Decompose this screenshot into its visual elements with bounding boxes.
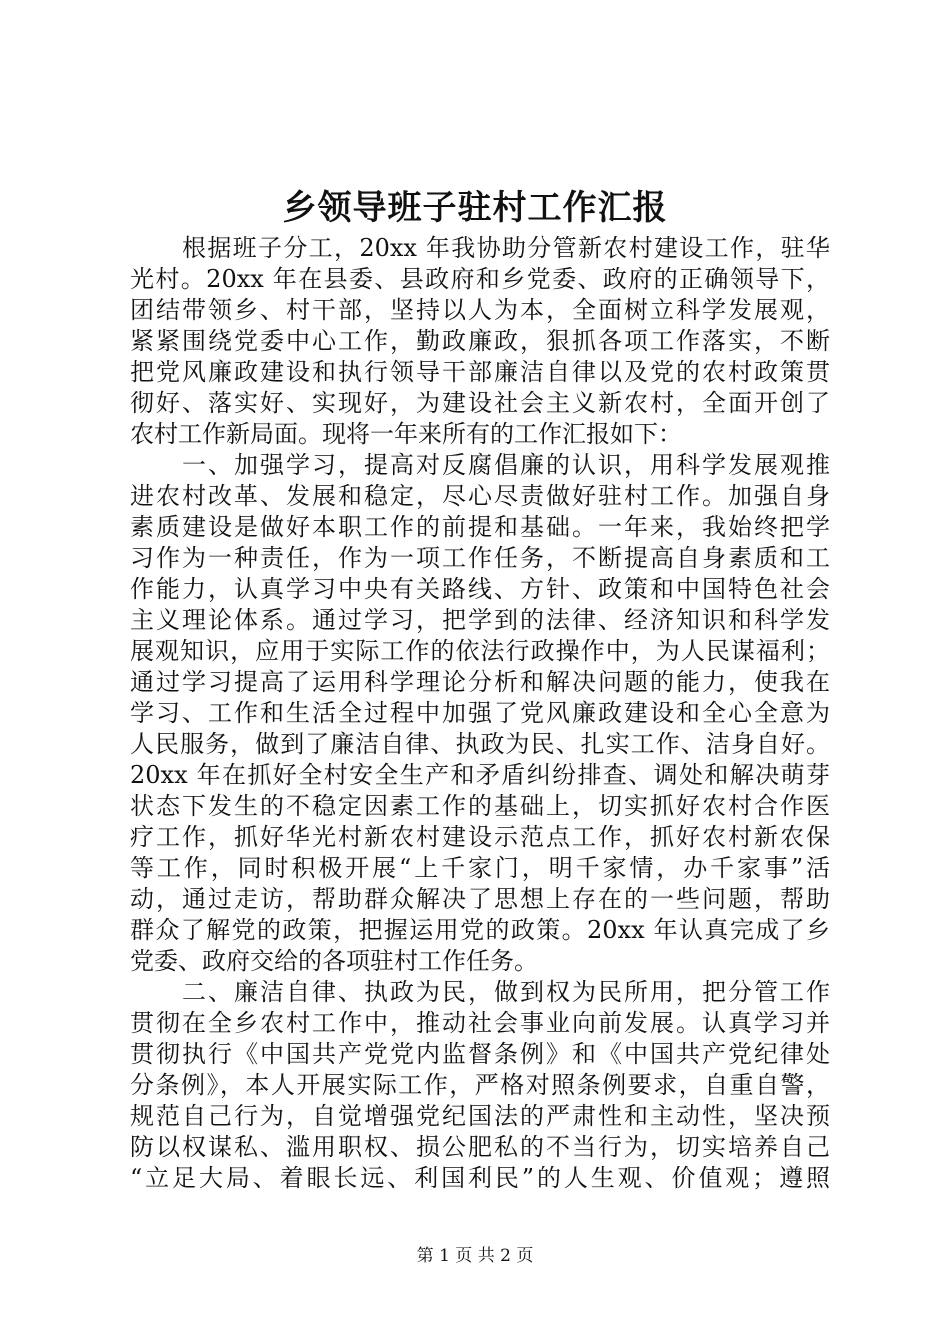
text-line: 分条例》，本人开展实际工作，严格对照条例要求，自重自警， — [130, 1071, 830, 1099]
text-line: 团结带领乡、村干部，坚持以人为本，全面树立科学发展观， — [130, 296, 830, 324]
text-line: 群众了解党的政策，把握运用党的政策。20xx 年认真完成了乡 — [130, 916, 830, 944]
text-line: 农村工作新局面。现将一年来所有的工作汇报如下： — [130, 420, 682, 448]
text-line: 把党风廉政建设和执行领导干部廉洁自律以及党的农村政策贯 — [130, 358, 830, 386]
text-line: 规范自己行为，自觉增强党纪国法的严肃性和主动性，坚决预 — [130, 1102, 830, 1130]
text-line: 根据班子分工，20xx 年我协助分管新农村建设工作，驻华 — [182, 234, 830, 262]
text-line: 二、廉洁自律、执政为民，做到权为民所用，把分管工作 — [182, 978, 830, 1006]
text-line: 进农村改革、发展和稳定，尽心尽责做好驻村工作。加强自身 — [130, 482, 830, 510]
text-line: 党委、政府交给的各项驻村工作任务。 — [130, 947, 538, 975]
text-line: 一、加强学习，提高对反腐倡廉的认识，用科学发展观推 — [182, 451, 830, 479]
text-line: 主义理论体系。通过学习，把学到的法律、经济知识和科学发 — [130, 606, 830, 634]
text-line: “立足大局、着眼长远、利国利民”的人生观、价值观；遵照 — [130, 1164, 830, 1192]
text-line: 疗工作，抓好华光村新农村建设示范点工作，抓好农村新农保 — [130, 823, 830, 851]
page-number-footer: 第 1 页 共 2 页 — [416, 1246, 534, 1266]
text-line: 学习、工作和生活全过程中加强了党风廉政建设和全心全意为 — [130, 699, 830, 727]
text-line: 人民服务，做到了廉洁自律、执政为民、扎实工作、洁身自好。 — [130, 730, 830, 758]
text-line: 作能力，认真学习中央有关路线、方针、政策和中国特色社会 — [130, 575, 830, 603]
document-body — [130, 233, 830, 1194]
text-line: 紧紧围绕党委中心工作，勤政廉政，狠抓各项工作落实，不断 — [130, 327, 830, 355]
text-line: 素质建设是做好本职工作的前提和基础。一年来，我始终把学 — [130, 513, 830, 541]
text-line: 防以权谋私、滥用职权、损公肥私的不当行为，切实培养自己 — [130, 1133, 830, 1161]
paragraph — [130, 233, 830, 450]
paragraph — [130, 450, 830, 977]
text-line: 贯彻在全乡农村工作中，推动社会事业向前发展。认真学习并 — [130, 1009, 830, 1037]
text-line: 光村。20xx 年在县委、县政府和乡党委、政府的正确领导下， — [130, 265, 830, 293]
text-line: 展观知识，应用于实际工作的依法行政操作中，为人民谋福利； — [130, 637, 830, 665]
text-line: 等工作，同时积极开展“上千家门，明千家情，办千家事”活 — [130, 854, 830, 882]
text-line: 动，通过走访，帮助群众解决了思想上存在的一些问题，帮助 — [130, 885, 830, 913]
text-line: 通过学习提高了运用科学理论分析和解决问题的能力，使我在 — [130, 668, 830, 696]
paragraph — [130, 977, 830, 1194]
text-line: 20xx 年在抓好全村安全生产和矛盾纠纷排查、调处和解决萌芽 — [130, 761, 830, 789]
text-line: 贯彻执行《中国共产党党内监督条例》和《中国共产党纪律处 — [130, 1040, 830, 1068]
text-line: 状态下发生的不稳定因素工作的基础上，切实抓好农村合作医 — [130, 792, 830, 820]
document-title: 乡领导班子驻村工作汇报 — [282, 188, 668, 228]
text-line: 彻好、落实好、实现好，为建设社会主义新农村，全面开创了 — [130, 389, 830, 417]
text-line: 习作为一种责任，作为一项工作任务，不断提高自身素质和工 — [130, 544, 830, 572]
